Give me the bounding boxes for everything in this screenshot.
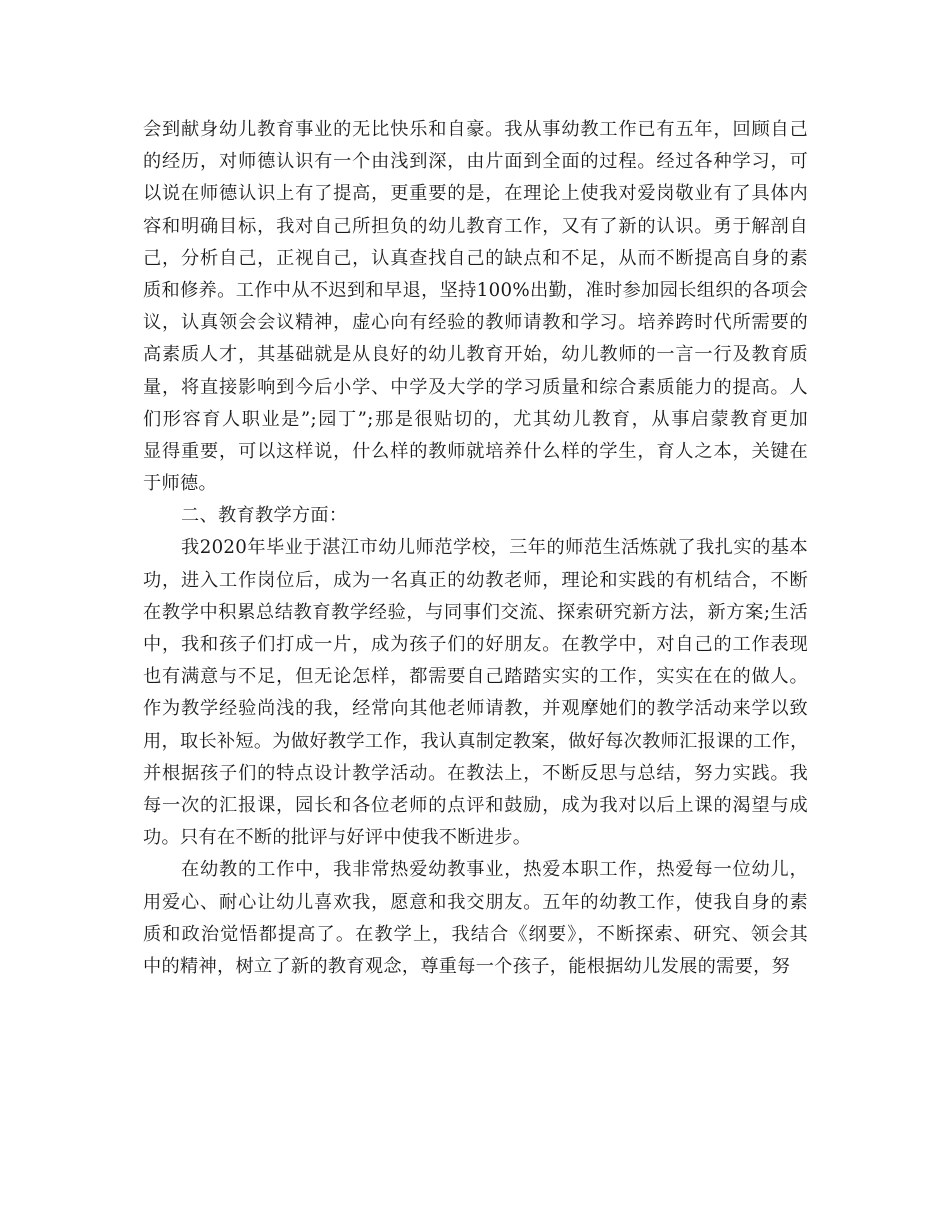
text-line: 用，取长补短。为做好教学工作，我认真制定教案，做好每次教师汇报课的工作， [143, 730, 809, 752]
text-line: 们形容育人职业是”;园丁”;那是很贴切的，尤其幼儿教育，从事启蒙教育更加 [143, 408, 808, 430]
text-line: 己，分析自己，正视自己，认真查找自己的缺点和不足，从而不断提高自身的素 [143, 247, 808, 269]
text-line: 作为教学经验尚浅的我，经常向其他老师请教，并观摩她们的教学活动来学以致 [143, 698, 808, 720]
text-line: 量，将直接影响到今后小学、中学及大学的学习质量和综合素质能力的提高。人 [143, 376, 808, 398]
text-line: 质和政治觉悟都提高了。在教学上，我结合《纲要》，不断探索、研究、领会其 [143, 923, 808, 945]
text-line: 显得重要，可以这样说，什么样的教师就培养什么样的学生，育人之本，关键在 [143, 440, 808, 462]
text-line: 中，我和孩子们打成一片，成为孩子们的好朋友。在教学中，对自己的工作表现 [143, 634, 808, 655]
text-line: 功。只有在不断的批评与好评中使我不断进步。 [143, 827, 532, 849]
text-line: 中的精神，树立了新的教育观念，尊重每一个孩子，能根据幼儿发展的需要，努 [143, 955, 791, 977]
text-line: 用爱心、耐心让幼儿喜欢我，愿意和我交朋友。五年的幼教工作，使我自身的素 [143, 891, 808, 913]
document-body [143, 114, 808, 983]
text-line: 以说在师德认识上有了提高，更重要的是，在理论上使我对爱岗敬业有了具体内 [143, 183, 808, 205]
paragraph-love-of-work [143, 854, 808, 983]
text-line: 的经历，对师德认识有一个由浅到深，由片面到全面的过程。经过各种学习，可 [143, 151, 808, 173]
paragraph-teaching [143, 532, 808, 854]
text-line: 高素质人才，其基础就是从良好的幼儿教育开始，幼儿教师的一言一行及教育质 [143, 344, 808, 366]
text-line: 议，认真领会会议精神，虚心向有经验的教师请教和学习。培养跨时代所需要的 [143, 312, 808, 334]
text-line: 会到献身幼儿教育事业的无比快乐和自豪。我从事幼教工作已有五年，回顾自己 [143, 119, 808, 140]
paragraph-continuation [143, 114, 808, 500]
section-heading-teaching [143, 500, 808, 532]
text-line: 二、教育教学方面： [181, 505, 348, 527]
text-line: 并根据孩子们的特点设计教学活动。在教法上，不断反思与总结，努力实践。我 [143, 762, 808, 784]
text-line: 在幼教的工作中，我非常热爱幼教事业，热爱本职工作，热爱每一位幼儿， [181, 859, 808, 881]
text-line: 也有满意与不足，但无论怎样，都需要自己踏踏实实的工作，实实在在的做人。 [143, 666, 808, 688]
text-line: 每一次的汇报课，园长和各位老师的点评和鼓励，成为我对以后上课的渴望与成 [143, 794, 808, 816]
text-line: 质和修养。工作中从不迟到和早退，坚持100%出勤，准时参加园长组织的各项会 [143, 279, 808, 301]
text-line: 容和明确目标，我对自己所担负的幼儿教育工作，又有了新的认识。勇于解剖自 [143, 215, 808, 237]
text-line: 在教学中积累总结教育教学经验，与同事们交流、探索研究新方法，新方案;生活 [143, 601, 808, 623]
text-line: 功，进入工作岗位后，成为一名真正的幼教老师，理论和实践的有机结合，不断 [143, 569, 808, 591]
text-line: 于师德。 [143, 473, 217, 495]
text-line: 我2020年毕业于湛江市幼儿师范学校，三年的师范生活炼就了我扎实的基本 [181, 537, 808, 559]
